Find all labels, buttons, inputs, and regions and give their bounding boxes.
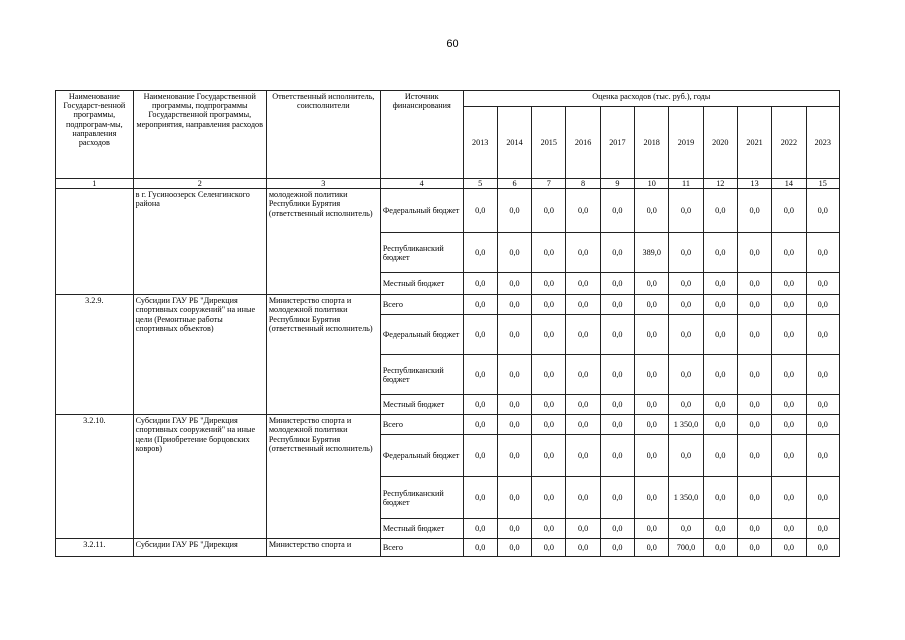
expense-value: 0,0 bbox=[600, 189, 634, 233]
expense-value: 0,0 bbox=[806, 273, 839, 295]
expense-value: 0,0 bbox=[635, 273, 669, 295]
expense-value: 0,0 bbox=[737, 273, 771, 295]
expense-value: 0,0 bbox=[772, 273, 806, 295]
funding-source: Республиканский бюджет bbox=[380, 233, 463, 273]
funding-source: Местный бюджет bbox=[380, 519, 463, 539]
expense-value: 0,0 bbox=[635, 539, 669, 557]
measure-name: Субсидии ГАУ РБ "Дирекция спортивных сооружений" на иные цели (Ремонтные работы спортивных объектов) bbox=[133, 295, 266, 415]
expense-value: 0,0 bbox=[635, 355, 669, 395]
expense-value: 0,0 bbox=[703, 315, 737, 355]
measure-code bbox=[56, 189, 134, 295]
expense-value: 0,0 bbox=[669, 435, 703, 477]
header-year: 2018 bbox=[635, 107, 669, 179]
measure-name: Субсидии ГАУ РБ "Дирекция bbox=[133, 539, 266, 557]
header-year: 2014 bbox=[497, 107, 531, 179]
funding-source: Республиканский бюджет bbox=[380, 355, 463, 395]
expense-value: 0,0 bbox=[772, 519, 806, 539]
expense-value: 0,0 bbox=[497, 355, 531, 395]
expense-value: 0,0 bbox=[566, 315, 600, 355]
expense-value: 0,0 bbox=[669, 395, 703, 415]
header-measure-name: Наименование Государственной программы, подпрограммы Государственной программы, мероприятия, направления расходов bbox=[133, 91, 266, 179]
expense-value: 0,0 bbox=[497, 539, 531, 557]
expense-value: 0,0 bbox=[669, 189, 703, 233]
column-number: 1 bbox=[56, 179, 134, 189]
measure-code: 3.2.10. bbox=[56, 415, 134, 539]
expense-value: 0,0 bbox=[703, 415, 737, 435]
expense-value: 0,0 bbox=[669, 315, 703, 355]
expense-value: 0,0 bbox=[772, 539, 806, 557]
expense-value: 389,0 bbox=[635, 233, 669, 273]
expense-value: 0,0 bbox=[772, 395, 806, 415]
expense-value: 0,0 bbox=[737, 355, 771, 395]
expense-value: 0,0 bbox=[532, 415, 566, 435]
expense-value: 0,0 bbox=[703, 477, 737, 519]
funding-source: Федеральный бюджет bbox=[380, 189, 463, 233]
header-year: 2017 bbox=[600, 107, 634, 179]
expense-value: 0,0 bbox=[600, 435, 634, 477]
expense-value: 0,0 bbox=[532, 395, 566, 415]
column-number: 13 bbox=[737, 179, 771, 189]
expense-value: 0,0 bbox=[600, 355, 634, 395]
column-number: 5 bbox=[463, 179, 497, 189]
measure-executor: Министерство спорта и молодежной политики Республики Бурятия (ответственный исполнитель) bbox=[266, 295, 380, 415]
expense-value: 0,0 bbox=[497, 189, 531, 233]
expense-value: 0,0 bbox=[635, 435, 669, 477]
expense-value: 0,0 bbox=[737, 295, 771, 315]
measure-code: 3.2.11. bbox=[56, 539, 134, 557]
expense-value: 700,0 bbox=[669, 539, 703, 557]
expense-value: 0,0 bbox=[737, 519, 771, 539]
header-executor: Ответственный исполнитель, соисполнители bbox=[266, 91, 380, 179]
table-row bbox=[56, 415, 840, 435]
expense-value: 0,0 bbox=[566, 395, 600, 415]
expense-value: 0,0 bbox=[772, 295, 806, 315]
expense-value: 0,0 bbox=[566, 295, 600, 315]
expense-value: 0,0 bbox=[703, 519, 737, 539]
funding-source: Всего bbox=[380, 295, 463, 315]
expense-value: 0,0 bbox=[669, 355, 703, 395]
header-funding-source: Источник финансирования bbox=[380, 91, 463, 179]
expense-value: 0,0 bbox=[532, 273, 566, 295]
expense-value: 0,0 bbox=[772, 315, 806, 355]
expense-value: 0,0 bbox=[463, 189, 497, 233]
expense-value: 0,0 bbox=[772, 233, 806, 273]
expense-value: 0,0 bbox=[600, 233, 634, 273]
expense-value: 0,0 bbox=[806, 355, 839, 395]
table-row bbox=[56, 189, 840, 233]
expense-value: 0,0 bbox=[806, 477, 839, 519]
funding-source: Федеральный бюджет bbox=[380, 315, 463, 355]
expense-value: 0,0 bbox=[600, 415, 634, 435]
measure-executor: Министерство спорта и молодежной политики Республики Бурятия (ответственный исполнитель) bbox=[266, 415, 380, 539]
expense-value: 0,0 bbox=[532, 519, 566, 539]
expense-value: 0,0 bbox=[806, 415, 839, 435]
expense-value: 0,0 bbox=[772, 355, 806, 395]
expense-value: 0,0 bbox=[566, 355, 600, 395]
expense-value: 0,0 bbox=[463, 477, 497, 519]
header-year: 2022 bbox=[772, 107, 806, 179]
funding-source: Всего bbox=[380, 539, 463, 557]
expense-value: 0,0 bbox=[532, 355, 566, 395]
expense-value: 0,0 bbox=[737, 415, 771, 435]
expense-value: 0,0 bbox=[806, 233, 839, 273]
page-number: 60 bbox=[446, 38, 459, 50]
measure-name: Субсидии ГАУ РБ "Дирекция спортивных сооружений" на иные цели (Приобретение борцовских ковров) bbox=[133, 415, 266, 539]
column-number: 4 bbox=[380, 179, 463, 189]
expense-value: 0,0 bbox=[600, 539, 634, 557]
funding-source: Федеральный бюджет bbox=[380, 435, 463, 477]
expense-value: 0,0 bbox=[532, 295, 566, 315]
expense-value: 0,0 bbox=[737, 189, 771, 233]
header-year: 2013 bbox=[463, 107, 497, 179]
expense-value: 0,0 bbox=[463, 273, 497, 295]
header-program-name: Наименование Государст-венной программы, подпрограм-мы, направления расходов bbox=[56, 91, 134, 179]
expense-value: 0,0 bbox=[566, 519, 600, 539]
funding-source: Местный бюджет bbox=[380, 273, 463, 295]
expense-value: 0,0 bbox=[566, 273, 600, 295]
expense-value: 0,0 bbox=[703, 539, 737, 557]
expense-value: 0,0 bbox=[600, 315, 634, 355]
expense-value: 0,0 bbox=[566, 539, 600, 557]
column-number: 7 bbox=[532, 179, 566, 189]
expense-value: 0,0 bbox=[669, 233, 703, 273]
expense-value: 0,0 bbox=[566, 477, 600, 519]
expense-value: 0,0 bbox=[635, 477, 669, 519]
table-row bbox=[56, 539, 840, 557]
expense-value: 0,0 bbox=[463, 539, 497, 557]
expense-value: 0,0 bbox=[703, 435, 737, 477]
expense-value: 0,0 bbox=[737, 477, 771, 519]
header-year: 2020 bbox=[703, 107, 737, 179]
measure-code: 3.2.9. bbox=[56, 295, 134, 415]
expense-value: 0,0 bbox=[566, 233, 600, 273]
expense-value: 0,0 bbox=[635, 295, 669, 315]
expense-value: 0,0 bbox=[806, 315, 839, 355]
expense-value: 0,0 bbox=[703, 189, 737, 233]
expense-value: 0,0 bbox=[600, 395, 634, 415]
expense-value: 0,0 bbox=[737, 539, 771, 557]
expense-value: 1 350,0 bbox=[669, 477, 703, 519]
column-number: 6 bbox=[497, 179, 531, 189]
column-number: 15 bbox=[806, 179, 839, 189]
column-number: 10 bbox=[635, 179, 669, 189]
expense-value: 0,0 bbox=[532, 539, 566, 557]
header-year: 2021 bbox=[737, 107, 771, 179]
column-number: 9 bbox=[600, 179, 634, 189]
expense-value: 0,0 bbox=[635, 519, 669, 539]
expense-value: 0,0 bbox=[635, 315, 669, 355]
expense-value: 0,0 bbox=[737, 233, 771, 273]
measure-executor: молодежной политики Республики Бурятия (ответственный исполнитель) bbox=[266, 189, 380, 295]
expense-value: 0,0 bbox=[463, 435, 497, 477]
expense-value: 0,0 bbox=[497, 395, 531, 415]
expense-value: 0,0 bbox=[463, 295, 497, 315]
expense-value: 0,0 bbox=[463, 315, 497, 355]
expense-value: 0,0 bbox=[806, 539, 839, 557]
expenditure-table bbox=[55, 90, 840, 557]
expense-value: 0,0 bbox=[635, 189, 669, 233]
expense-value: 0,0 bbox=[463, 395, 497, 415]
expense-value: 0,0 bbox=[497, 233, 531, 273]
column-number: 8 bbox=[566, 179, 600, 189]
header-year: 2015 bbox=[532, 107, 566, 179]
expense-value: 0,0 bbox=[497, 273, 531, 295]
expense-value: 0,0 bbox=[532, 477, 566, 519]
expense-value: 0,0 bbox=[737, 395, 771, 415]
column-number: 2 bbox=[133, 179, 266, 189]
expense-value: 0,0 bbox=[703, 295, 737, 315]
table-row bbox=[56, 295, 840, 315]
expense-value: 0,0 bbox=[566, 415, 600, 435]
expense-value: 0,0 bbox=[772, 435, 806, 477]
column-number: 11 bbox=[669, 179, 703, 189]
expense-value: 0,0 bbox=[737, 435, 771, 477]
expense-value: 0,0 bbox=[532, 189, 566, 233]
column-number: 3 bbox=[266, 179, 380, 189]
expense-value: 0,0 bbox=[600, 519, 634, 539]
expense-value: 0,0 bbox=[497, 519, 531, 539]
expense-value: 0,0 bbox=[703, 355, 737, 395]
expense-value: 0,0 bbox=[463, 519, 497, 539]
column-number: 12 bbox=[703, 179, 737, 189]
expense-value: 0,0 bbox=[463, 233, 497, 273]
expense-value: 0,0 bbox=[806, 395, 839, 415]
expense-value: 0,0 bbox=[772, 189, 806, 233]
expense-value: 0,0 bbox=[772, 477, 806, 519]
expense-value: 1 350,0 bbox=[669, 415, 703, 435]
funding-source: Всего bbox=[380, 415, 463, 435]
header-year: 2019 bbox=[669, 107, 703, 179]
expense-value: 0,0 bbox=[669, 273, 703, 295]
expense-value: 0,0 bbox=[600, 273, 634, 295]
header-estimate: Оценка расходов (тыс. руб.), годы bbox=[463, 91, 839, 107]
funding-source: Местный бюджет bbox=[380, 395, 463, 415]
expense-value: 0,0 bbox=[669, 295, 703, 315]
expense-value: 0,0 bbox=[772, 415, 806, 435]
expense-value: 0,0 bbox=[566, 189, 600, 233]
measure-name: в г. Гусиноозерск Селенгинского района bbox=[133, 189, 266, 295]
expense-value: 0,0 bbox=[669, 519, 703, 539]
expense-value: 0,0 bbox=[497, 477, 531, 519]
expense-value: 0,0 bbox=[600, 477, 634, 519]
column-number: 14 bbox=[772, 179, 806, 189]
expense-value: 0,0 bbox=[635, 415, 669, 435]
expense-value: 0,0 bbox=[703, 233, 737, 273]
expense-value: 0,0 bbox=[566, 435, 600, 477]
measure-executor: Министерство спорта и bbox=[266, 539, 380, 557]
expense-value: 0,0 bbox=[463, 415, 497, 435]
header-year: 2023 bbox=[806, 107, 839, 179]
expense-value: 0,0 bbox=[600, 295, 634, 315]
expense-value: 0,0 bbox=[532, 435, 566, 477]
expense-value: 0,0 bbox=[806, 189, 839, 233]
expense-value: 0,0 bbox=[497, 315, 531, 355]
expense-value: 0,0 bbox=[806, 295, 839, 315]
expense-value: 0,0 bbox=[497, 435, 531, 477]
funding-source: Республиканский бюджет bbox=[380, 477, 463, 519]
expense-value: 0,0 bbox=[497, 415, 531, 435]
expense-value: 0,0 bbox=[497, 295, 531, 315]
expense-value: 0,0 bbox=[737, 315, 771, 355]
expense-value: 0,0 bbox=[806, 435, 839, 477]
expense-value: 0,0 bbox=[806, 519, 839, 539]
expense-value: 0,0 bbox=[635, 395, 669, 415]
expense-value: 0,0 bbox=[463, 355, 497, 395]
header-year: 2016 bbox=[566, 107, 600, 179]
expense-value: 0,0 bbox=[532, 233, 566, 273]
expense-value: 0,0 bbox=[532, 315, 566, 355]
expense-value: 0,0 bbox=[703, 273, 737, 295]
expense-value: 0,0 bbox=[703, 395, 737, 415]
